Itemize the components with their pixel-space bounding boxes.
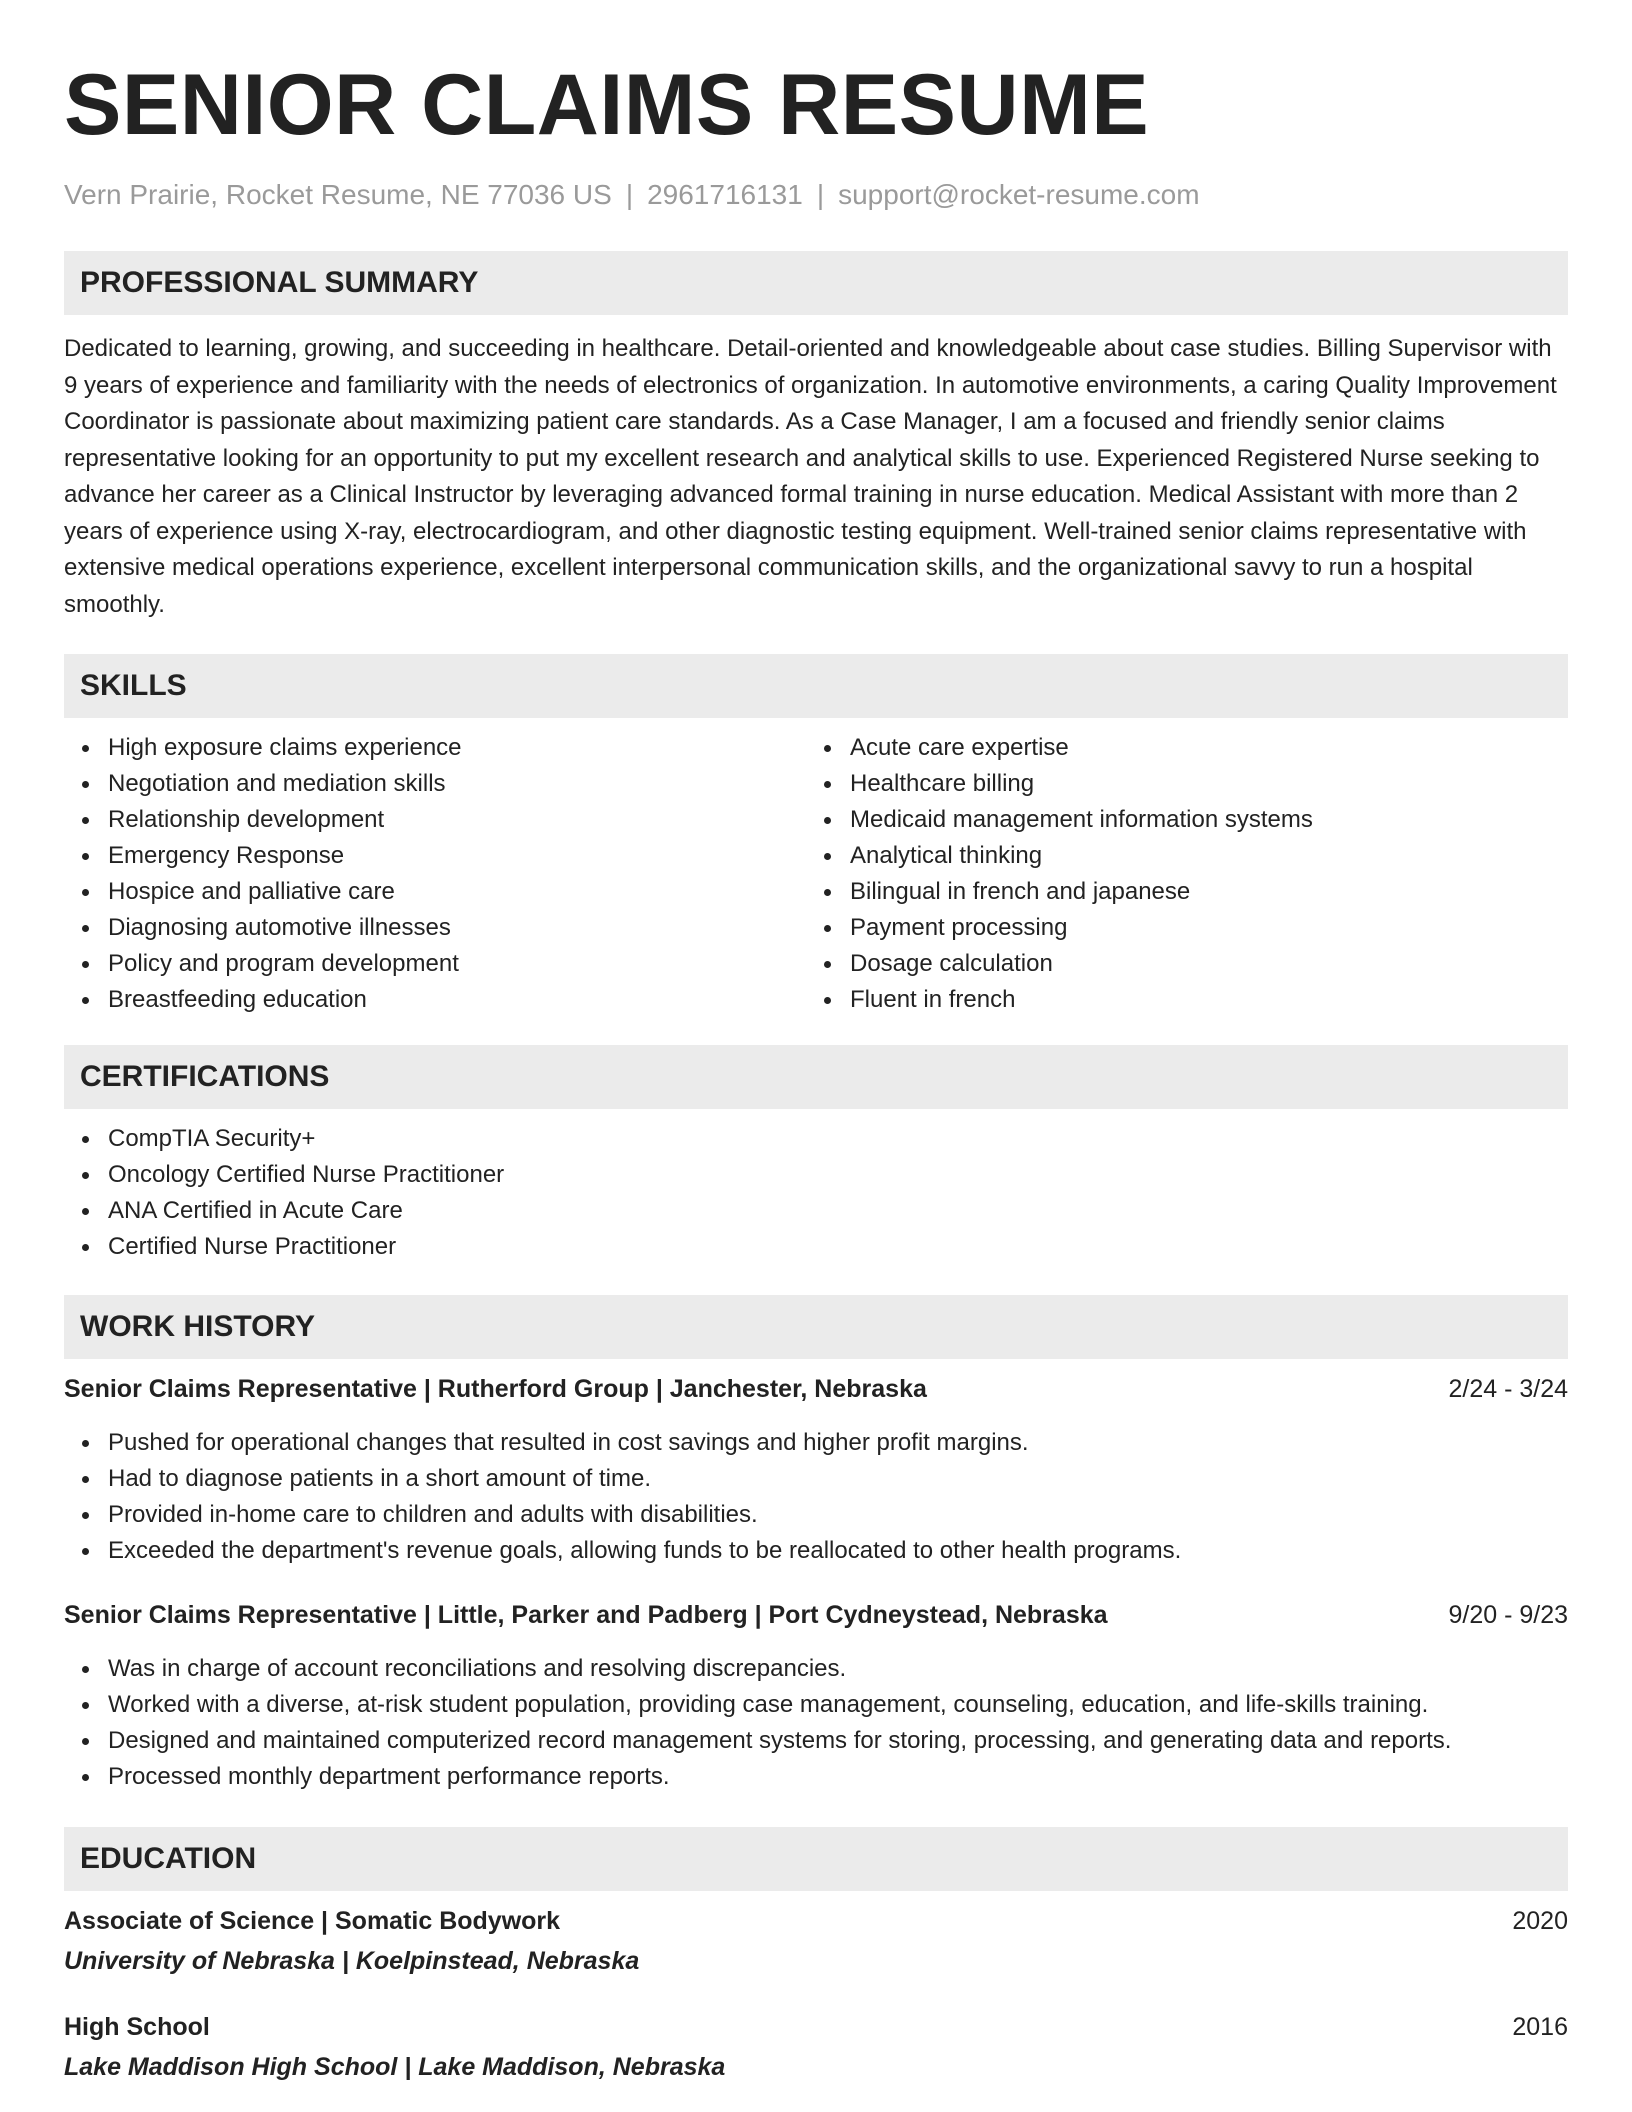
skill-item: Policy and program development (108, 946, 806, 982)
job-bullet: Designed and maintained computerized record management systems for storing, processing, and generating data and reports. (108, 1723, 1568, 1759)
job-bullet: Had to diagnose patients in a short amount of time. (108, 1461, 1568, 1497)
education-header (64, 2009, 1568, 2045)
contact-separator: | (625, 179, 634, 210)
certifications-heading: CERTIFICATIONS (64, 1045, 1568, 1109)
certification-item: Certified Nurse Practitioner (108, 1229, 1568, 1265)
job-dates: 9/20 - 9/23 (1448, 1601, 1568, 1629)
skill-item: Medicaid management information systems (850, 802, 1548, 838)
job-bullet: Exceeded the department's revenue goals, allowing funds to be reallocated to other health programs. (108, 1533, 1568, 1569)
resume-title: SENIOR CLAIMS RESUME (64, 57, 1150, 153)
skill-item: Diagnosing automotive illnesses (108, 910, 806, 946)
education-school: University of Nebraska | Koelpinstead, Nebraska (64, 1947, 640, 1975)
certification-item: ANA Certified in Acute Care (108, 1193, 1568, 1229)
contact-email: support@rocket-resume.com (838, 179, 1200, 210)
skill-item: Bilingual in french and japanese (850, 874, 1548, 910)
skill-item: Negotiation and mediation skills (108, 766, 806, 802)
education-school: Lake Maddison High School | Lake Maddison, Nebraska (64, 2053, 726, 2081)
job-bullet: Was in charge of account reconciliations and resolving discrepancies. (108, 1651, 1568, 1687)
contact-separator: | (816, 179, 825, 210)
job-bullet: Pushed for operational changes that resulted in cost savings and higher profit margins. (108, 1425, 1568, 1461)
skill-item: Healthcare billing (850, 766, 1548, 802)
contact-line (64, 178, 1568, 212)
skills-columns (64, 730, 1568, 1018)
skill-item: Relationship development (108, 802, 806, 838)
job-bullets (64, 1425, 1568, 1569)
job-bullet: Processed monthly department performance reports. (108, 1759, 1568, 1795)
job-dates: 2/24 - 3/24 (1448, 1375, 1568, 1403)
job-title: Senior Claims Representative | Rutherford Group | Janchester, Nebraska (64, 1375, 927, 1403)
skill-item: Breastfeeding education (108, 982, 806, 1018)
skill-item: Fluent in french (850, 982, 1548, 1018)
skills-column-right (806, 730, 1548, 1018)
certification-item: Oncology Certified Nurse Practitioner (108, 1157, 1568, 1193)
job-bullets (64, 1651, 1568, 1795)
skill-item: Acute care expertise (850, 730, 1548, 766)
skills-list-right (806, 730, 1548, 1018)
education-degree: High School (64, 2013, 210, 2041)
work-history-heading: WORK HISTORY (64, 1295, 1568, 1359)
job-title: Senior Claims Representative | Little, Parker and Padberg | Port Cydneystead, Nebraska (64, 1601, 1108, 1629)
skill-item: Hospice and palliative care (108, 874, 806, 910)
skill-item: Payment processing (850, 910, 1548, 946)
job-bullet: Provided in-home care to children and adults with disabilities. (108, 1497, 1568, 1533)
skill-item: High exposure claims experience (108, 730, 806, 766)
job-header (64, 1597, 1568, 1633)
education-year: 2016 (1512, 2013, 1568, 2041)
education-year: 2020 (1512, 1907, 1568, 1935)
skills-heading: SKILLS (64, 654, 1568, 718)
certification-item: CompTIA Security+ (108, 1121, 1568, 1157)
skills-column-left (64, 730, 806, 1018)
skill-item: Analytical thinking (850, 838, 1548, 874)
contact-phone: 2961716131 (647, 179, 803, 210)
job-header (64, 1371, 1568, 1407)
education-header (64, 1903, 1568, 1939)
certifications-list (64, 1121, 1568, 1265)
skill-item: Dosage calculation (850, 946, 1548, 982)
summary-heading: PROFESSIONAL SUMMARY (64, 251, 1568, 315)
contact-address: Vern Prairie, Rocket Resume, NE 77036 US (64, 179, 612, 210)
job-bullet: Worked with a diverse, at-risk student population, providing case management, counseling, education, and life-skills training. (108, 1687, 1568, 1723)
skill-item: Emergency Response (108, 838, 806, 874)
education-heading: EDUCATION (64, 1827, 1568, 1891)
summary-text: Dedicated to learning, growing, and succeeding in healthcare. Detail-oriented and knowledgeable about case studies. Billing Supervisor with 9 years of experience and familiarity with the needs of electronics of organization. In automotive environments, a caring Quality Improvement Coordinator is passionate about maximizing patient care standards. As a Case Manager, I am a focused and friendly senior claims representative looking for an opportunity to put my excellent research and analytical skills to use. Experienced Registered Nurse seeking to advance her career as a Clinical Instructor by leveraging advanced formal training in nurse education. Medical Assistant with more than 2 years of experience using X-ray, electrocardiogram, and other diagnostic testing equipment. Well-trained senior claims representative with extensive medical operations experience, excellent interpersonal communication skills, and the organizational savvy to run a hospital smoothly. (64, 335, 1557, 618)
skills-list-left (64, 730, 806, 1018)
education-degree: Associate of Science | Somatic Bodywork (64, 1907, 561, 1935)
